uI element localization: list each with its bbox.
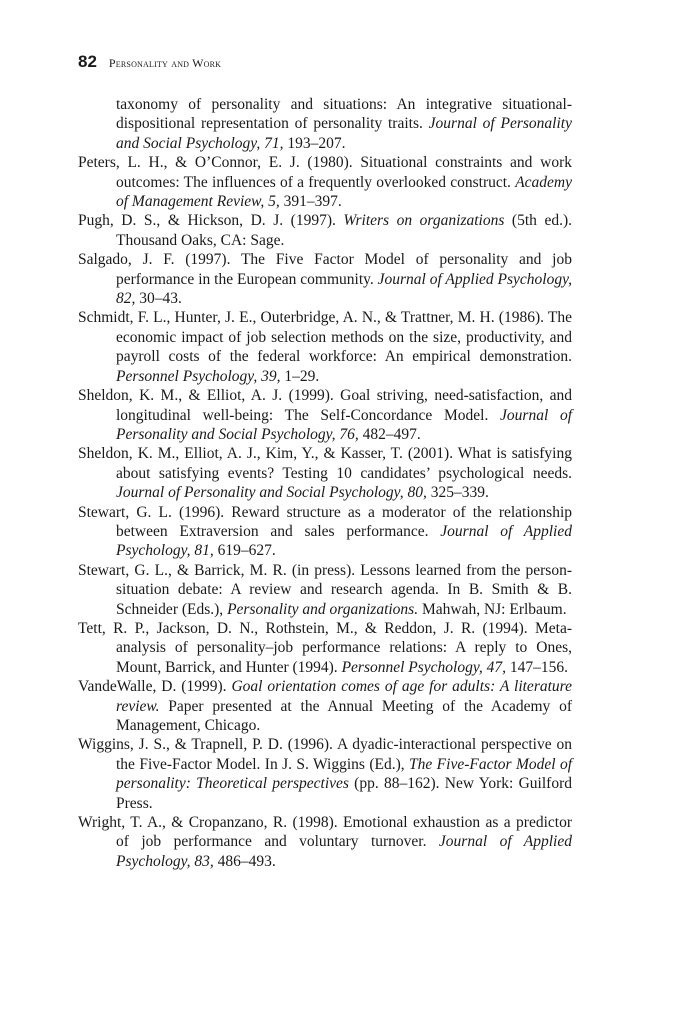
reference-text: Stewart, G. L., & Barrick, M. R. (in press). Lessons learned from the person-situation debate: A review and research agenda. In B. Smith & B. Schneider (Eds.), [78,561,572,618]
page-number: 82 [78,52,97,71]
reference-source-italic: Personnel Psychology, 47, [341,658,507,676]
reference-entry [78,677,572,735]
reference-source-italic: Writers on organizations [343,212,505,230]
reference-entry [78,503,572,561]
reference-entry [78,735,572,813]
page-header [78,52,221,72]
reference-text: Stewart, G. L. (1996). Reward structure as a moderator of the relationship between Extraversion and sales performance. [78,503,572,540]
reference-entry [78,308,572,386]
reference-entry [78,250,572,308]
reference-text: Tett, R. P., Jackson, D. N., Rothstein, M., & Reddon, J. R. (1994). Meta-analysis of personality–job performance relations: A reply to Ones, Mount, Barrick, and Hunter (1994). [78,619,572,676]
reference-source-italic: Journal of Personality and Social Psychology, 71, [116,115,572,152]
reference-source-italic: Journal of Applied Psychology, 82, [116,270,572,308]
reference-source-italic: Goal orientation comes of age for adults: A literature review. [116,678,572,715]
reference-entry [78,153,572,211]
reference-source-italic: Journal of Personality and Social Psychology, 76, [116,406,572,443]
reference-entry [78,95,572,153]
reference-text: 482–497. [358,425,421,443]
reference-text: (pp. 88–162). New York: Guilford Press. [116,775,572,812]
reference-text: (5th ed.). Thousand Oaks, CA: Sage. [116,212,572,249]
reference-text: 30–43. [135,290,182,308]
reference-entry [78,211,572,250]
reference-source-italic: Journal of Applied Psychology, 83, [116,833,572,870]
reference-list [78,95,572,871]
reference-text: 391–397. [279,193,342,211]
reference-text: Wright, T. A., & Cropanzano, R. (1998). Emotional exhaustion as a predictor of job performance and voluntary turnover. [78,814,572,851]
reference-text: Salgado, J. F. (1997). The Five Factor Model of personality and job performance in the European community. [78,251,572,288]
reference-source-italic: Journal of Personality and Social Psychology, 80, [116,484,427,502]
reference-entry [78,386,572,444]
reference-text: Schmidt, F. L., Hunter, J. E., Outerbridge, A. N., & Trattner, M. H. (1986). The economic impact of job selection methods on the size, productivity, and payroll costs of the federal workforce: An empirical demonstration. [78,309,572,366]
reference-entry [78,561,572,619]
reference-source-italic: Personality and organizations. [227,600,419,618]
reference-text: Paper presented at the Annual Meeting of the Academy of Management, Chicago. [116,697,572,734]
reference-text: Sheldon, K. M., & Elliot, A. J. (1999). Goal striving, need-satisfaction, and longitudinal well-being: The Self-Concordance Model. [78,387,572,424]
reference-text: Pugh, D. S., & Hickson, D. J. (1997). [78,212,344,230]
reference-entry [78,444,572,502]
reference-text: Sheldon, K. M., Elliot, A. J., Kim, Y., & Kasser, T. (2001). What is satisfying about satisfying events? Testing 10 candidates’ psychological needs. [78,445,572,482]
reference-text: 486–493. [213,852,276,870]
reference-source-italic: Personnel Psychology, 39, [116,367,281,385]
reference-text: taxonomy of personality and situations: An integrative situational-dispositional representation of personality traits. [116,96,572,133]
reference-text: 619–627. [213,542,276,560]
reference-text: Mahwah, NJ: Erlbaum. [418,600,567,618]
reference-text: Peters, L. H., & O’Connor, E. J. (1980). Situational constraints and work outcomes: The influences of a frequently overlooked construct. [78,154,572,191]
reference-source-italic: Journal of Applied Psychology, 81, [116,522,572,560]
reference-text: VandeWalle, D. (1999). [78,678,232,696]
reference-text: 147–156. [506,658,569,676]
running-title: Personality and Work [108,56,222,70]
reference-source-italic: Academy of Management Review, 5, [116,173,572,211]
reference-entry [78,619,572,677]
reference-text: 325–339. [426,484,489,502]
reference-entry [78,813,572,871]
reference-source-italic: The Five-Factor Model of personality: Theoretical perspectives [116,755,572,793]
reference-text: Wiggins, J. S., & Trapnell, P. D. (1996). A dyadic-interactional perspective on the Five-Factor Model. In J. S. Wiggins (Ed.), [78,736,572,773]
reference-text: 193–207. [283,134,346,152]
reference-text: 1–29. [280,367,320,385]
